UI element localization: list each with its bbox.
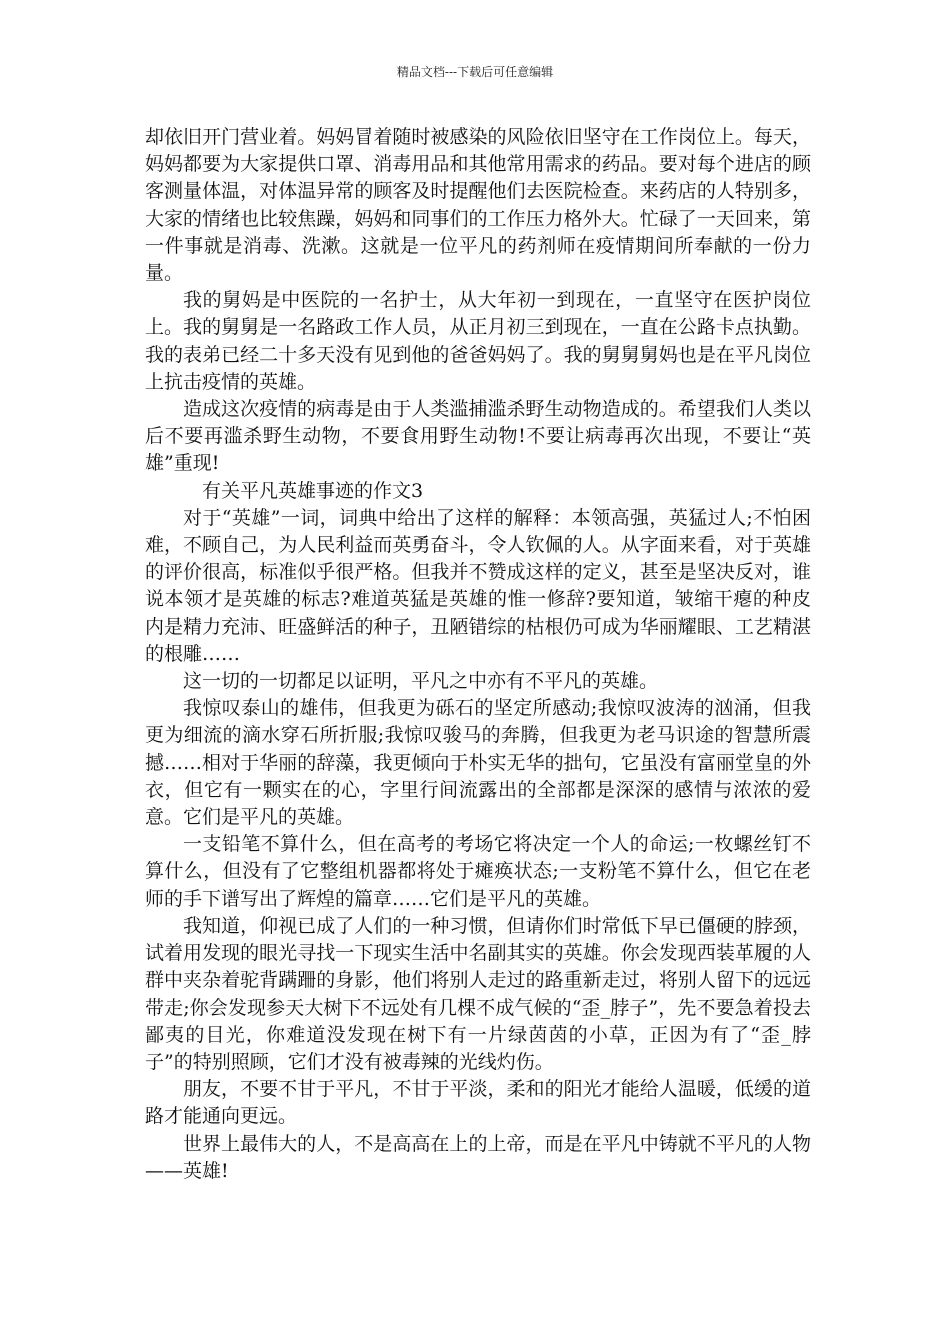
paragraph: 这一切的一切都足以证明，平凡之中亦有不平凡的英雄。	[183, 670, 659, 693]
paragraph: 我的舅妈是中医院的一名护士，从大年初一到现在，一直坚守在医护岗位上。我的舅舅是一名路政工作人员，从正月初三到现在，一直在公路卡点执勤。我的表弟已经二十多天没有见到他的爸爸妈妈了。我的舅舅舅妈也是在平凡岗位上抗击疫情的英雄。	[145, 289, 811, 393]
page-header: 精品文档---下载后可任意编辑	[396, 65, 554, 79]
paragraph: 我惊叹泰山的雄伟，但我更为砾石的坚定所感动;我惊叹波涛的汹涌，但我更为细流的滴水穿石所折服;我惊叹骏马的奔腾，但我更为老马识途的智慧所震撼……相对于华丽的辞藻，我更倾向于朴实无华的拙句，它虽没有富丽堂皇的外衣，但它有一颗实在的心，字里行间流露出的全部都是深深的感情与浓浓的爱意。它们是平凡的英雄。	[145, 697, 811, 829]
paragraph: 一支铅笔不算什么，但在高考的考场它将决定一个人的命运;一枚螺丝钉不算什么，但没有了它整组机器都将处于瘫痪状态;一支粉笔不算什么，但它在老师的手下谱写出了辉煌的篇章……它们是平凡的英雄。	[145, 833, 811, 910]
paragraph: 世界上最伟大的人，不是高高在上的上帝，而是在平凡中铸就不平凡的人物——英雄!	[145, 1132, 811, 1182]
essay-title: 有关平凡英雄事迹的作文3	[202, 479, 424, 502]
paragraph: 我知道，仰视已成了人们的一种习惯，但请你们时常低下早已僵硬的脖颈，试着用发现的眼光寻找一下现实生活中名副其实的英雄。你会发现西装革履的人群中夹杂着驼背蹒跚的身影，他们将别人走过的路重新走过，将别人留下的远远带走;你会发现参天大树下不远处有几棵不成气候的“歪_脖子”，先不要急着投去鄙夷的目光，你难道没发现在树下有一片绿茵茵的小草，正因为有了“歪_脖子”的特别照顾，它们才没有被毒辣的光线灼伤。	[145, 914, 811, 1073]
paragraph: 朋友，不要不甘于平凡，不甘于平淡，柔和的阳光才能给人温暖，低缓的道路才能通向更远。	[145, 1078, 811, 1128]
paragraph: 对于“英雄”一词，词典中给出了这样的解释：本领高强，英猛过人;不怕困难，不顾自己，为人民利益而英勇奋斗，令人钦佩的人。从字面来看，对于英雄的评价很高，标准似乎很严格。但我并不赞成这样的定义，甚至是坚决反对，谁说本领才是英雄的标志?难道英猛是英雄的惟一修辞?要知道，皱缩干瘪的种皮内是精力充沛、旺盛鲜活的种子，丑陋错综的枯根仍可成为华丽耀眼、工艺精湛的根雕……	[145, 506, 811, 665]
document-body	[145, 124, 811, 1185]
paragraph: 造成这次疫情的病毒是由于人类滥捕滥杀野生动物造成的。希望我们人类以后不要再滥杀野生动物，不要食用野生动物!不要让病毒再次出现，不要让“英雄”重现!	[145, 398, 811, 475]
paragraph-continuation: 却依旧开门营业着。妈妈冒着随时被感染的风险依旧坚守在工作岗位上。每天，妈妈都要为大家提供口罩、消毒用品和其他常用需求的药品。要对每个进店的顾客测量体温，对体温异常的顾客及时提醒他们去医院检查。来药店的人特别多，大家的情绪也比较焦躁，妈妈和同事们的工作压力格外大。忙碌了一天回来，第一件事就是消毒、洗漱。这就是一位平凡的药剂师在疫情期间所奉献的一份力量。	[145, 126, 811, 285]
